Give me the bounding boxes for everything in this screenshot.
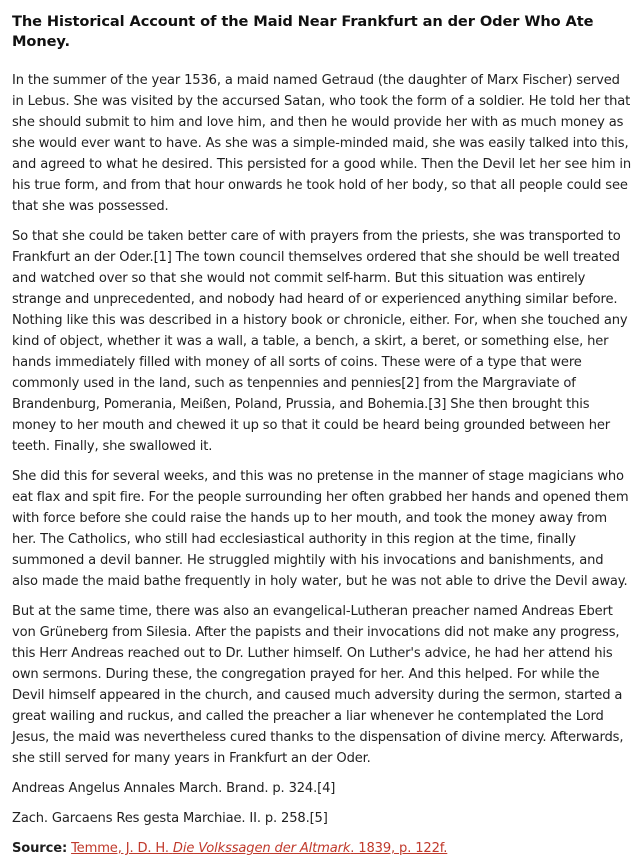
- story-paragraph-2: So that she could be taken better care of with prayers from the priests, she was transported to Frankfurt an der Oder.[1] The town council themselves ordered that she should be well treated and watched over so that she would not commit self-harm. But this situation was entirely strange and unprecedented, and nobody had heard of or experienced anything similar before. Nothing like this was described in a history book or chronicle, either. For, when she touched any kind of object, whether it was a wall, a table, a bench, a skirt, a beret, or something else, her hands immediately filled with money of all sorts of coins. These were of a type that were commonly used in the land, such as tenpennies and pennies[2] from the Margraviate of Brandenburg, Pomerania, Meißen, Poland, Prussia, and Bohemia.[3] She then brought this money to her mouth and chewed it up so that it could be heard being grounded between her teeth. Finally, she swallowed it.: [12, 229, 628, 454]
- source-work-title: Die Volkssagen der Altmark: [172, 841, 351, 856]
- source-line: [12, 838, 632, 859]
- source-details: . 1839, p. 122f.: [350, 841, 448, 856]
- source-label: Source:: [12, 841, 68, 856]
- reference-2: Zach. Garcaens Res gesta Marchiae. II. p. 258.[5]: [12, 811, 328, 826]
- story-body: [12, 70, 632, 769]
- source-link[interactable]: [71, 841, 447, 856]
- reference-1: Andreas Angelus Annales March. Brand. p. 324.[4]: [12, 781, 336, 796]
- story-paragraph-1: In the summer of the year 1536, a maid named Getraud (the daughter of Marx Fischer) served in Lebus. She was visited by the accursed Satan, who took the form of a soldier. He told her that she should submit to him and love him, and then he would provide her with as much money as she would ever want to have. As she was a simple-minded maid, she was easily talked into this, and agreed to what he desired. This persisted for a good while. Then the Devil let her see him in his true form, and from that hour onwards he took hold of her body, so that all people could see that she was possessed.: [12, 73, 632, 214]
- source-author: Temme, J. D. H.: [71, 841, 169, 856]
- story-paragraph-3: She did this for several weeks, and this was no pretense in the manner of stage magicians who eat flax and spit fire. For the people surrounding her often grabbed her hands and opened them with force before she could raise the hands up to her mouth, and took the money away from her. The Catholics, who still had ecclesiastical authority in this region at the time, finally summoned a devil banner. He struggled mightily with his invocations and banishments, and also made the maid bathe frequently in holy water, but he was not able to drive the Devil away.: [12, 469, 629, 589]
- references: [12, 778, 632, 859]
- page-title: The Historical Account of the Maid Near Frankfurt an der Oder Who Ate Money.: [12, 13, 594, 50]
- story-paragraph-4: But at the same time, there was also an evangelical-Lutheran preacher named Andreas Ebert von Grüneberg from Silesia. After the papists and their invocations did not make any progress, this Herr Andreas reached out to Dr. Luther himself. On Luther's advice, he had her attend his own sermons. During these, the congregation prayed for her. And this helped. For while the Devil himself appeared in the church, and caused much adversity during the sermon, started a great wailing and ruckus, and called the preacher a liar whenever he contemplated the Lord Jesus, the maid was nevertheless cured thanks to the dispensation of divine mercy. Afterwards, she still served for many years in Frankfurt an der Oder.: [12, 604, 624, 766]
